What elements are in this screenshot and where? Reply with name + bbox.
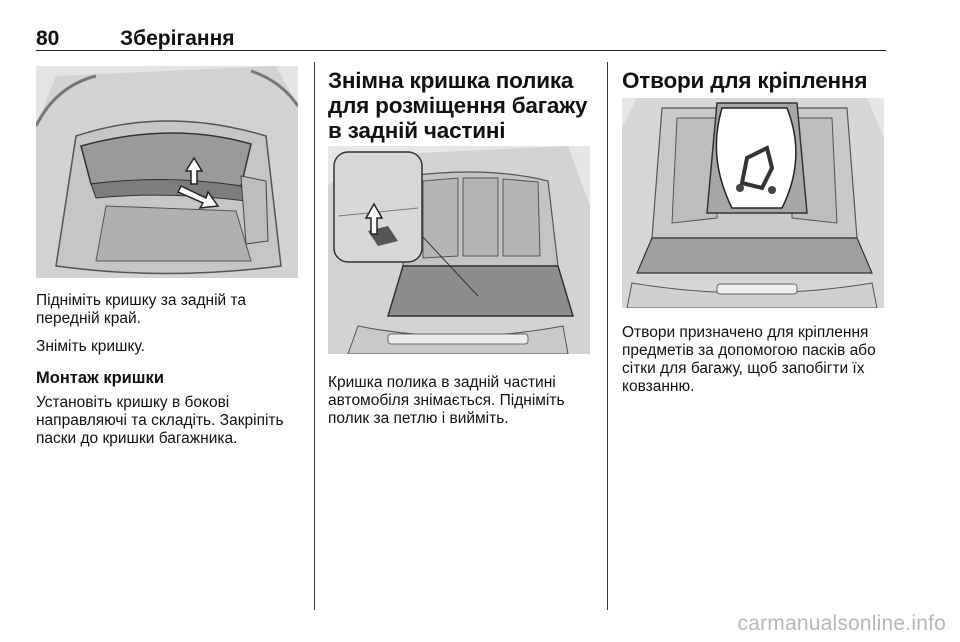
trunk-cover-illustration xyxy=(36,66,298,278)
column-divider-2 xyxy=(607,62,608,610)
header-rule xyxy=(36,50,886,51)
load-floor-illustration xyxy=(328,146,590,354)
section-heading: Отвори для кріплення xyxy=(622,68,868,93)
section-heading: Знімна кришка полика для розміщення багажу в задній частині xyxy=(328,68,588,143)
subheading: Монтаж кришки xyxy=(36,369,164,387)
paragraph: Отвори призначено для кріплення предметів за допомогою пасків або сітки для багажу, щоб запобігти їх ковзанню. xyxy=(622,324,876,395)
column-2-text xyxy=(328,374,598,428)
figure-trunk-cover xyxy=(36,66,298,278)
paragraph: Кришка полика в задній частині автомобіля знімається. Підніміть полик за петлю і вийміть. xyxy=(328,374,565,427)
paragraph: Зніміть кришку. xyxy=(36,338,145,355)
paragraph: Установіть кришку в бокові направляючі та складіть. Закріпіть паски до кришки багажника. xyxy=(36,394,284,447)
figure-load-floor xyxy=(328,146,590,354)
watermark: carmanualsonline.info xyxy=(737,612,946,635)
section-title: Зберігання xyxy=(120,27,235,50)
column-1-text xyxy=(36,292,304,448)
lashing-eyes-illustration xyxy=(622,98,884,308)
column-3-heading xyxy=(622,68,892,93)
paragraph: Підніміть кришку за задній та передній край. xyxy=(36,292,247,327)
figure-lashing-eyes xyxy=(622,98,884,308)
column-3-text xyxy=(622,324,892,396)
column-divider-1 xyxy=(314,62,315,610)
page-number: 80 xyxy=(36,27,60,50)
